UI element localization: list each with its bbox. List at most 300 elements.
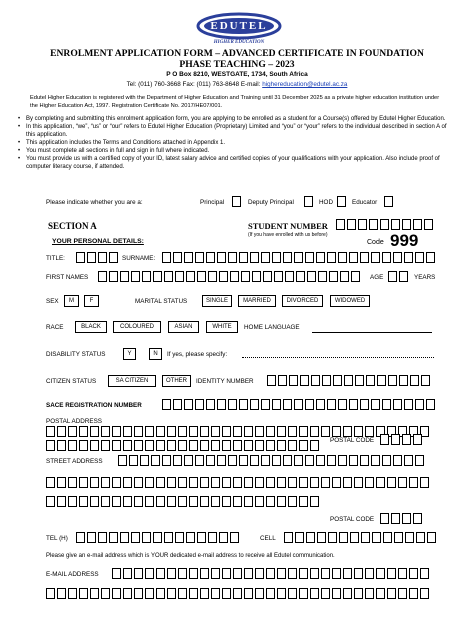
postal-address-cell[interactable] <box>222 426 231 437</box>
email-address-cell[interactable] <box>123 568 132 579</box>
street-address-cell[interactable] <box>371 455 380 466</box>
surname-cell[interactable] <box>316 252 325 263</box>
title-cell[interactable] <box>98 252 107 263</box>
surname-cell[interactable] <box>184 252 193 263</box>
street-address-cell[interactable] <box>272 455 281 466</box>
surname-cell[interactable] <box>338 252 347 263</box>
cell-number-cell[interactable] <box>427 532 436 543</box>
tel-home-cell[interactable] <box>131 532 140 543</box>
postal-address-cell[interactable] <box>233 440 242 451</box>
postal-address-cell[interactable] <box>79 426 88 437</box>
street-address-cell[interactable] <box>195 455 204 466</box>
student-number-cell[interactable] <box>347 219 356 230</box>
email-address-cell[interactable] <box>409 588 418 599</box>
street-address-cell[interactable] <box>118 455 127 466</box>
email-address-cell[interactable] <box>332 588 341 599</box>
postal-address-cell[interactable] <box>101 440 110 451</box>
first-names-cells[interactable] <box>98 271 360 282</box>
email-address-cell[interactable] <box>343 568 352 579</box>
street-address-cell[interactable] <box>134 496 143 507</box>
first-names-cell[interactable] <box>263 271 272 282</box>
postal-code-cell[interactable] <box>391 434 400 445</box>
postal-address-cell[interactable] <box>211 426 220 437</box>
race-option-black[interactable]: BLACK <box>75 321 107 333</box>
street-address-cell[interactable] <box>299 496 308 507</box>
tel-home-cell[interactable] <box>219 532 228 543</box>
email-address-cell[interactable] <box>233 568 242 579</box>
surname-cell[interactable] <box>305 252 314 263</box>
postal-address-cell[interactable] <box>354 426 363 437</box>
first-names-cell[interactable] <box>230 271 239 282</box>
tel-home-cell[interactable] <box>76 532 85 543</box>
email-address-cell[interactable] <box>321 588 330 599</box>
cell-number-cell[interactable] <box>361 532 370 543</box>
home-language-line[interactable] <box>312 332 432 333</box>
email-address-cell[interactable] <box>145 588 154 599</box>
sace-cell[interactable] <box>294 399 303 410</box>
identity-number-cell[interactable] <box>267 375 276 386</box>
identity-number-cell[interactable] <box>366 375 375 386</box>
surname-cells[interactable] <box>162 252 435 263</box>
email-address-cell[interactable] <box>376 568 385 579</box>
email-address-cell[interactable] <box>167 588 176 599</box>
email-address-cell[interactable] <box>398 568 407 579</box>
email-address-cell[interactable] <box>288 588 297 599</box>
street-address-cell[interactable] <box>365 477 374 488</box>
cell-number-cell[interactable] <box>328 532 337 543</box>
postal-address-cell[interactable] <box>299 440 308 451</box>
street-address-cell[interactable] <box>123 477 132 488</box>
surname-cell[interactable] <box>272 252 281 263</box>
street-address-row-2[interactable] <box>46 477 429 488</box>
first-names-cell[interactable] <box>219 271 228 282</box>
postal-address-cell[interactable] <box>90 440 99 451</box>
title-cell[interactable] <box>76 252 85 263</box>
surname-cell[interactable] <box>283 252 292 263</box>
identity-number-cells[interactable] <box>267 375 430 386</box>
cell-number-cell[interactable] <box>350 532 359 543</box>
first-names-cell[interactable] <box>241 271 250 282</box>
street-address-cell[interactable] <box>217 455 226 466</box>
cell-number-cell[interactable] <box>372 532 381 543</box>
tel-home-cell[interactable] <box>186 532 195 543</box>
surname-cell[interactable] <box>371 252 380 263</box>
street-address-cell[interactable] <box>349 455 358 466</box>
street-address-cell[interactable] <box>283 455 292 466</box>
street-address-cell[interactable] <box>151 455 160 466</box>
postal-address-cell[interactable] <box>178 440 187 451</box>
postal-address-cell[interactable] <box>244 426 253 437</box>
surname-cell[interactable] <box>349 252 358 263</box>
sace-cell[interactable] <box>360 399 369 410</box>
sace-cell[interactable] <box>393 399 402 410</box>
sace-cell[interactable] <box>250 399 259 410</box>
postal-code-cell[interactable] <box>413 513 422 524</box>
postal-address-cell[interactable] <box>145 426 154 437</box>
postal-address-cell[interactable] <box>365 426 374 437</box>
role-checkbox-deputy[interactable] <box>304 196 313 207</box>
postal-address-cell[interactable] <box>332 426 341 437</box>
email-address-cell[interactable] <box>211 568 220 579</box>
street-address-cell[interactable] <box>101 496 110 507</box>
sex-option-f[interactable]: F <box>84 295 99 307</box>
tel-home-cell[interactable] <box>164 532 173 543</box>
tel-home-cell[interactable] <box>98 532 107 543</box>
identity-number-cell[interactable] <box>322 375 331 386</box>
postal-address-cell[interactable] <box>189 440 198 451</box>
identity-number-cell[interactable] <box>399 375 408 386</box>
first-names-cell[interactable] <box>318 271 327 282</box>
sace-cell[interactable] <box>261 399 270 410</box>
postal-address-cell[interactable] <box>288 426 297 437</box>
email-address-cell[interactable] <box>156 588 165 599</box>
street-address-cell[interactable] <box>376 477 385 488</box>
email-address-cell[interactable] <box>244 568 253 579</box>
street-address-cell[interactable] <box>57 496 66 507</box>
street-address-cell[interactable] <box>310 496 319 507</box>
email-address-cell[interactable] <box>112 588 121 599</box>
street-address-cell[interactable] <box>173 455 182 466</box>
email-address-cell[interactable] <box>310 568 319 579</box>
email-address-cell[interactable] <box>57 588 66 599</box>
postal-address-cell[interactable] <box>255 426 264 437</box>
role-checkbox-hod[interactable] <box>337 196 346 207</box>
identity-number-cell[interactable] <box>344 375 353 386</box>
sace-cells[interactable] <box>162 399 435 410</box>
street-address-cell[interactable] <box>398 477 407 488</box>
street-address-cell[interactable] <box>338 455 347 466</box>
email-address-cell[interactable] <box>123 588 132 599</box>
email-address-cell[interactable] <box>189 568 198 579</box>
email-address-cell[interactable] <box>365 568 374 579</box>
postal-address-cell[interactable] <box>189 426 198 437</box>
street-address-cell[interactable] <box>200 477 209 488</box>
identity-number-cell[interactable] <box>355 375 364 386</box>
postal-code-cell[interactable] <box>402 434 411 445</box>
identity-number-cell[interactable] <box>289 375 298 386</box>
age-cell[interactable] <box>388 271 397 282</box>
postal-address-cell[interactable] <box>123 440 132 451</box>
email-address-cell[interactable] <box>420 568 429 579</box>
postal-code-cell[interactable] <box>380 513 389 524</box>
street-address-cell[interactable] <box>178 496 187 507</box>
postal-address-cell[interactable] <box>57 426 66 437</box>
age-cells[interactable] <box>388 271 408 282</box>
street-address-cell[interactable] <box>343 477 352 488</box>
cell-number-cell[interactable] <box>306 532 315 543</box>
marital-option-single[interactable]: SINGLE <box>202 295 232 307</box>
street-address-cell[interactable] <box>420 477 429 488</box>
email-address-row-2[interactable] <box>46 588 429 599</box>
street-address-cell[interactable] <box>90 477 99 488</box>
street-address-row-1[interactable] <box>118 455 424 466</box>
student-number-cell[interactable] <box>336 219 345 230</box>
postal-address-cell[interactable] <box>57 440 66 451</box>
street-address-cell[interactable] <box>156 496 165 507</box>
postal-code-cell[interactable] <box>380 434 389 445</box>
first-names-cell[interactable] <box>252 271 261 282</box>
sace-cell[interactable] <box>305 399 314 410</box>
first-names-cell[interactable] <box>186 271 195 282</box>
postal-address-cell[interactable] <box>167 440 176 451</box>
street-address-cell[interactable] <box>145 477 154 488</box>
cell-number-cell[interactable] <box>339 532 348 543</box>
first-names-cell[interactable] <box>153 271 162 282</box>
email-address-cell[interactable] <box>79 588 88 599</box>
tel-home-cell[interactable] <box>175 532 184 543</box>
email-address-cell[interactable] <box>398 588 407 599</box>
street-address-cell[interactable] <box>123 496 132 507</box>
street-address-cell[interactable] <box>162 455 171 466</box>
tel-home-cell[interactable] <box>197 532 206 543</box>
email-address-cell[interactable] <box>288 568 297 579</box>
postal-address-cell[interactable] <box>79 440 88 451</box>
contact-email-link[interactable]: highereducation@edutel.ac.za <box>262 81 348 88</box>
postal-address-cell[interactable] <box>277 426 286 437</box>
disability-option-yes[interactable]: Y <box>123 348 136 360</box>
email-address-cell[interactable] <box>354 568 363 579</box>
cell-number-cell[interactable] <box>405 532 414 543</box>
postal-address-cell[interactable] <box>321 426 330 437</box>
email-address-row-1[interactable] <box>112 568 429 579</box>
disability-specify-line[interactable] <box>242 357 434 358</box>
postal-address-cell[interactable] <box>90 426 99 437</box>
title-cell[interactable] <box>109 252 118 263</box>
student-number-cell[interactable] <box>402 219 411 230</box>
student-number-cells[interactable] <box>336 219 433 230</box>
street-address-cell[interactable] <box>233 477 242 488</box>
street-address-cell[interactable] <box>68 477 77 488</box>
email-address-cell[interactable] <box>255 568 264 579</box>
postal-address-row-1[interactable] <box>46 426 429 437</box>
sace-cell[interactable] <box>217 399 226 410</box>
sace-cell[interactable] <box>382 399 391 410</box>
postal-address-cell[interactable] <box>112 426 121 437</box>
postal-address-cell[interactable] <box>266 426 275 437</box>
postal-address-cell[interactable] <box>68 426 77 437</box>
identity-number-cell[interactable] <box>410 375 419 386</box>
title-cell[interactable] <box>87 252 96 263</box>
sace-cell[interactable] <box>426 399 435 410</box>
street-address-cell[interactable] <box>321 477 330 488</box>
email-address-cell[interactable] <box>343 588 352 599</box>
first-names-cell[interactable] <box>340 271 349 282</box>
postal-address-cell[interactable] <box>112 440 121 451</box>
email-address-cell[interactable] <box>222 588 231 599</box>
street-address-cell[interactable] <box>112 477 121 488</box>
postal-code-cell[interactable] <box>391 513 400 524</box>
first-names-cell[interactable] <box>285 271 294 282</box>
email-address-cell[interactable] <box>244 588 253 599</box>
surname-cell[interactable] <box>228 252 237 263</box>
email-address-cell[interactable] <box>299 588 308 599</box>
email-address-cell[interactable] <box>266 568 275 579</box>
tel-home-cell[interactable] <box>208 532 217 543</box>
email-address-cell[interactable] <box>354 588 363 599</box>
street-address-cell[interactable] <box>288 496 297 507</box>
postal-code-cell[interactable] <box>413 434 422 445</box>
street-address-cell[interactable] <box>288 477 297 488</box>
first-names-cell[interactable] <box>307 271 316 282</box>
postal-address-cell[interactable] <box>310 440 319 451</box>
surname-cell[interactable] <box>404 252 413 263</box>
email-address-cell[interactable] <box>222 568 231 579</box>
street-address-cell[interactable] <box>211 496 220 507</box>
sace-cell[interactable] <box>349 399 358 410</box>
postal-address-cell[interactable] <box>134 426 143 437</box>
tel-home-cell[interactable] <box>120 532 129 543</box>
marital-option-widowed[interactable]: WIDOWED <box>330 295 370 307</box>
cell-number-cell[interactable] <box>416 532 425 543</box>
street-address-cell[interactable] <box>90 496 99 507</box>
surname-cell[interactable] <box>162 252 171 263</box>
street-address-cell[interactable] <box>189 496 198 507</box>
street-address-cell[interactable] <box>233 496 242 507</box>
tel-home-cell[interactable] <box>142 532 151 543</box>
email-address-cell[interactable] <box>387 568 396 579</box>
surname-cell[interactable] <box>206 252 215 263</box>
postal-address-cell[interactable] <box>68 440 77 451</box>
street-address-cell[interactable] <box>46 496 55 507</box>
email-address-cell[interactable] <box>200 568 209 579</box>
identity-number-cell[interactable] <box>311 375 320 386</box>
race-option-white[interactable]: WHITE <box>206 321 238 333</box>
street-address-cell[interactable] <box>387 477 396 488</box>
postal-address-cell[interactable] <box>211 440 220 451</box>
sace-cell[interactable] <box>371 399 380 410</box>
email-address-cell[interactable] <box>310 588 319 599</box>
email-address-cell[interactable] <box>178 588 187 599</box>
surname-cell[interactable] <box>173 252 182 263</box>
email-address-cell[interactable] <box>46 588 55 599</box>
citizen-option-other[interactable]: OTHER <box>162 375 191 387</box>
sace-cell[interactable] <box>327 399 336 410</box>
citizen-option-sa[interactable]: SA CITIZEN <box>108 375 156 387</box>
street-address-cell[interactable] <box>178 477 187 488</box>
student-number-cell[interactable] <box>380 219 389 230</box>
first-names-cell[interactable] <box>175 271 184 282</box>
tel-home-cell[interactable] <box>87 532 96 543</box>
email-address-cell[interactable] <box>376 588 385 599</box>
street-address-cell[interactable] <box>266 496 275 507</box>
street-address-cell[interactable] <box>305 455 314 466</box>
email-address-cell[interactable] <box>68 588 77 599</box>
postal-address-cell[interactable] <box>167 426 176 437</box>
email-address-cell[interactable] <box>420 588 429 599</box>
email-address-cell[interactable] <box>277 588 286 599</box>
postal-address-cell[interactable] <box>200 426 209 437</box>
street-address-cell[interactable] <box>250 455 259 466</box>
postal-address-row-2[interactable] <box>46 440 319 451</box>
street-address-cell[interactable] <box>206 455 215 466</box>
student-number-cell[interactable] <box>391 219 400 230</box>
postal-address-cell[interactable] <box>46 440 55 451</box>
student-number-cell[interactable] <box>413 219 422 230</box>
street-address-cell[interactable] <box>404 455 413 466</box>
marital-option-married[interactable]: MARRIED <box>238 295 276 307</box>
title-cells[interactable] <box>76 252 118 263</box>
street-address-cell[interactable] <box>222 477 231 488</box>
street-address-cell[interactable] <box>167 496 176 507</box>
email-address-cell[interactable] <box>134 568 143 579</box>
age-cell[interactable] <box>399 271 408 282</box>
email-address-cell[interactable] <box>90 588 99 599</box>
identity-number-cell[interactable] <box>278 375 287 386</box>
postal-address-cell[interactable] <box>178 426 187 437</box>
sace-cell[interactable] <box>316 399 325 410</box>
street-address-cell[interactable] <box>101 477 110 488</box>
street-address-cell[interactable] <box>239 455 248 466</box>
email-address-cell[interactable] <box>233 588 242 599</box>
postal-address-cell[interactable] <box>46 426 55 437</box>
postal-address-cell[interactable] <box>255 440 264 451</box>
street-address-cell[interactable] <box>79 496 88 507</box>
surname-cell[interactable] <box>327 252 336 263</box>
student-number-cell[interactable] <box>424 219 433 230</box>
surname-cell[interactable] <box>426 252 435 263</box>
sace-cell[interactable] <box>228 399 237 410</box>
email-address-cell[interactable] <box>178 568 187 579</box>
first-names-cell[interactable] <box>142 271 151 282</box>
postal-address-cell[interactable] <box>134 440 143 451</box>
postal-code-cells[interactable] <box>380 434 422 445</box>
tel-home-cells[interactable] <box>76 532 239 543</box>
street-address-cell[interactable] <box>409 477 418 488</box>
street-address-cell[interactable] <box>415 455 424 466</box>
email-address-cell[interactable] <box>387 588 396 599</box>
marital-option-divorced[interactable]: DIVORCED <box>282 295 323 307</box>
surname-cell[interactable] <box>382 252 391 263</box>
surname-cell[interactable] <box>217 252 226 263</box>
sace-cell[interactable] <box>173 399 182 410</box>
postal-address-cell[interactable] <box>233 426 242 437</box>
cell-number-cell[interactable] <box>295 532 304 543</box>
email-address-cell[interactable] <box>255 588 264 599</box>
street-address-cell[interactable] <box>200 496 209 507</box>
race-option-asian[interactable]: ASIAN <box>168 321 199 333</box>
tel-home-cell[interactable] <box>153 532 162 543</box>
street-address-cell[interactable] <box>134 477 143 488</box>
street-address-cell[interactable] <box>360 455 369 466</box>
postal-address-cell[interactable] <box>145 440 154 451</box>
email-address-cell[interactable] <box>167 568 176 579</box>
street-address-row-3[interactable] <box>46 496 319 507</box>
cell-number-cell[interactable] <box>394 532 403 543</box>
email-address-cell[interactable] <box>321 568 330 579</box>
postal-address-cell[interactable] <box>156 440 165 451</box>
street-address-cell[interactable] <box>382 455 391 466</box>
identity-number-cell[interactable] <box>388 375 397 386</box>
street-address-cell[interactable] <box>211 477 220 488</box>
street-address-cell[interactable] <box>294 455 303 466</box>
postal-address-cell[interactable] <box>244 440 253 451</box>
postal-address-cell[interactable] <box>343 426 352 437</box>
street-address-cell[interactable] <box>167 477 176 488</box>
street-address-cell[interactable] <box>244 496 253 507</box>
postal-address-cell[interactable] <box>156 426 165 437</box>
first-names-cell[interactable] <box>329 271 338 282</box>
surname-cell[interactable] <box>261 252 270 263</box>
surname-cell[interactable] <box>360 252 369 263</box>
street-address-cell[interactable] <box>46 477 55 488</box>
street-address-cell[interactable] <box>277 477 286 488</box>
street-address-cell[interactable] <box>129 455 138 466</box>
street-address-cell[interactable] <box>327 455 336 466</box>
email-address-cell[interactable] <box>277 568 286 579</box>
cell-number-cell[interactable] <box>383 532 392 543</box>
email-address-cell[interactable] <box>365 588 374 599</box>
surname-cell[interactable] <box>195 252 204 263</box>
